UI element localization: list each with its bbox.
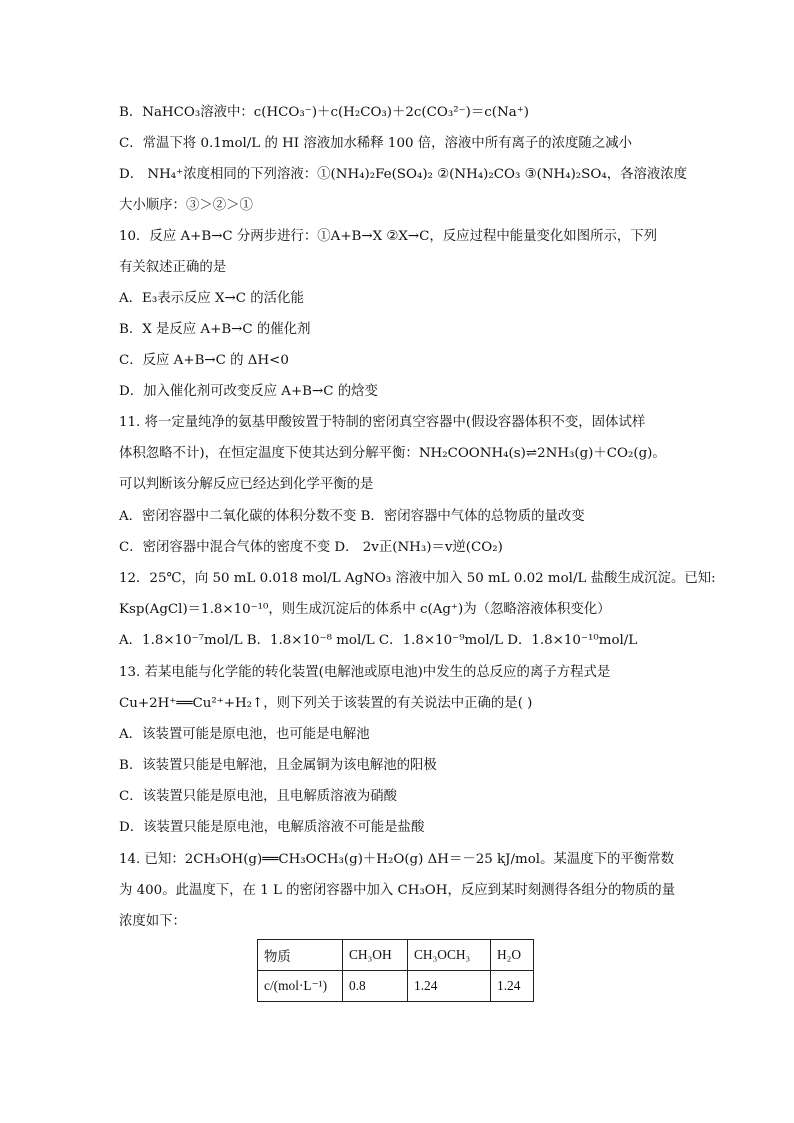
option-9d: D． NH₄⁺浓度相同的下列溶液：①(NH₄)₂Fe(SO₄)₂ ②(NH₄)₂CO₃ ③(NH₄)₂SO₄，各溶液浓度 [119,167,688,182]
question-13: 13. 若某电能与化学能的转化装置(电解池或原电池)中发生的总反应的离子方程式是 [119,665,611,680]
option-13d: D．该装置只能是原电池，电解质溶液不可能是盐酸 [119,820,425,835]
option-13c: C．该装置只能是原电池，且电解质溶液为硝酸 [119,789,398,804]
option-9d-cont: 大小顺序：③＞②＞① [119,198,253,213]
option-11ab: A．密闭容器中二氧化碳的体积分数不变 B．密闭容器中气体的总物质的量改变 [119,509,585,524]
option-13b: B．该装置只能是电解池，且金属铜为该电解池的阳极 [119,758,437,773]
table-cell: 1.24 [491,971,534,1002]
concentration-table [257,939,534,1002]
question-12: 12．25℃，向 50 mL 0.018 mol/L AgNO₃ 溶液中加入 50 mL 0.02 mol/L 盐酸生成沉淀。已知: [119,571,716,586]
question-12-cont: Ksp(AgCl)＝1.8×10⁻¹⁰，则生成沉淀后的体系中 c(Ag⁺)为（忽略溶液体积变化） [119,602,611,617]
option-9c: C．常温下将 0.1mol/L 的 HI 溶液加水稀释 100 倍，溶液中所有离子的浓度随之减小 [119,136,632,151]
table-row [258,971,534,1002]
question-10-cont: 有关叙述正确的是 [119,260,227,275]
table-cell: c/(mol·L⁻¹) [258,971,343,1002]
option-12-all: A．1.8×10⁻⁷mol/L B．1.8×10⁻⁸ mol/L C．1.8×10⁻⁹mol/L D．1.8×10⁻¹⁰mol/L [119,633,638,648]
table-header-row [258,940,534,971]
option-10d: D．加入催化剂可改变反应 A+B→C 的焓变 [119,384,378,399]
option-13a: A．该装置可能是原电池，也可能是电解池 [119,727,370,742]
question-14-cont2: 浓度如下： [119,914,186,929]
table-header-cell: CH₃OCH₃ [408,940,491,971]
question-10: 10．反应 A+B→C 分两步进行：①A+B→X ②X→C，反应过程中能量变化如图所示，下列 [119,229,658,244]
question-11-cont2: 可以判断该分解反应已经达到化学平衡的是 [119,477,374,492]
table-header-cell: 物质 [258,940,343,971]
question-11: 11. 将一定量纯净的氨基甲酸铵置于特制的密闭真空容器中(假设容器体积不变，固体试样 [119,415,646,430]
table-header-cell: H₂O [491,940,534,971]
option-10a: A．E₃表示反应 X→C 的活化能 [119,291,304,306]
table-cell: 1.24 [408,971,491,1002]
question-14: 14. 已知：2CH₃OH(g)══CH₃OCH₃(g)＋H₂O(g) ΔH＝－25 kJ/mol。某温度下的平衡常数 [119,852,674,867]
table-header-cell: CH₃OH [343,940,408,971]
option-9b: B．NaHCO₃溶液中：c(HCO₃⁻)＋c(H₂CO₃)＋2c(CO₃²⁻)＝c(Na⁺) [119,105,530,120]
option-10c: C．反应 A+B→C 的 ΔH<0 [119,353,289,368]
option-11cd: C．密闭容器中混合气体的密度不变 D． 2v正(NH₃)＝v逆(CO₂) [119,540,503,555]
question-11-cont: 体积忽略不计)，在恒定温度下使其达到分解平衡：NH₂COONH₄(s)⇌2NH₃(g)＋CO₂(g)。 [119,446,666,461]
question-14-cont: 为 400。此温度下，在 1 L 的密闭容器中加入 CH₃OH，反应到某时刻测得各组分的物质的量 [119,883,676,898]
option-10b: B．X 是反应 A+B→C 的催化剂 [119,322,311,337]
question-13-cont: Cu+2H⁺══Cu²⁺+H₂↑，则下列关于该装置的有关说法中正确的是( ) [119,696,533,711]
table-cell: 0.8 [343,971,408,1002]
